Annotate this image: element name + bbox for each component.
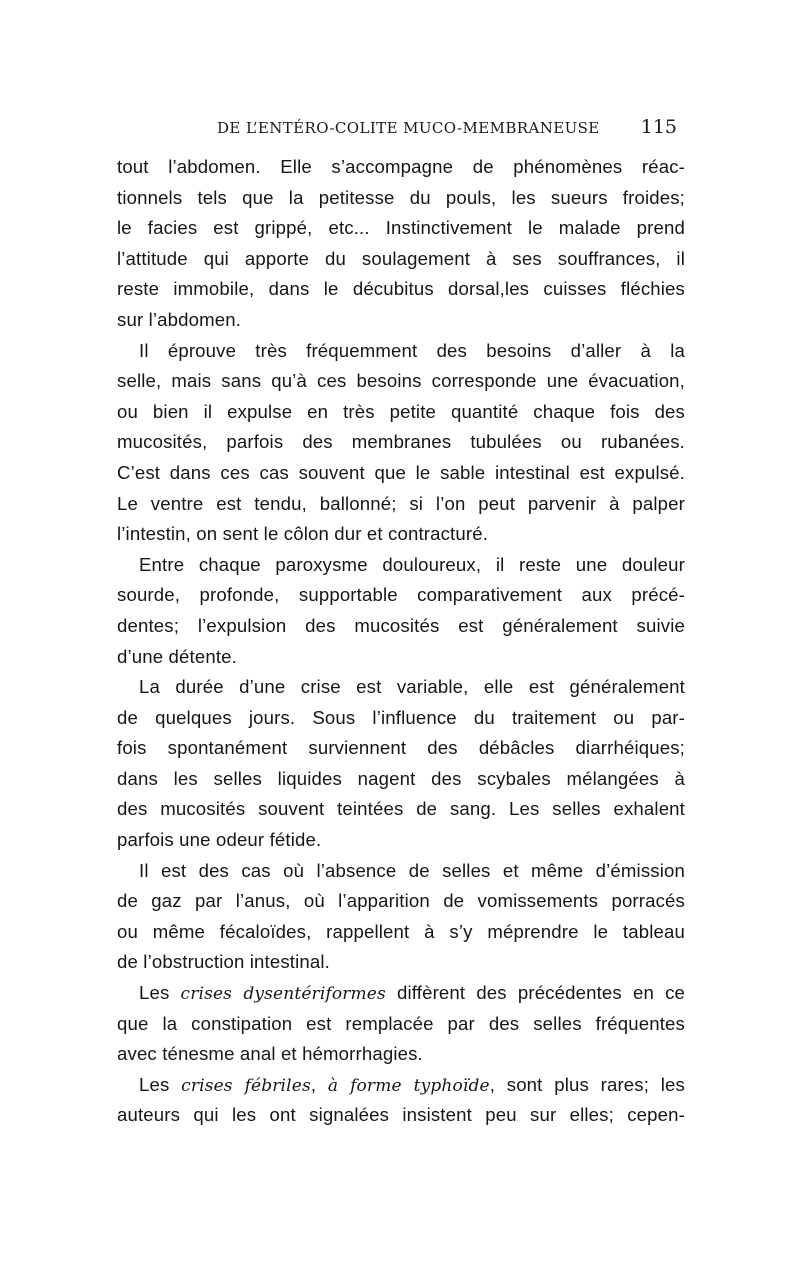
text-line: ou bien il expulse en très petite quantité chaque fois des	[117, 400, 685, 422]
text-line: l’attitude qui apporte du soulagement à ses souffrances, il	[117, 247, 685, 269]
text-line: Les crises fébriles, à forme typhoïde, sont plus rares; les	[139, 1073, 685, 1096]
text-line: sur l’abdomen.	[117, 308, 242, 330]
text-line: des mucosités souvent teintées de sang. Les selles exhalent	[117, 798, 685, 820]
text-line: parfois une odeur fétide.	[117, 829, 322, 851]
paragraph	[117, 550, 685, 672]
body-text	[117, 152, 685, 1131]
paragraph	[117, 978, 685, 1070]
text-line: dans les selles liquides nagent des scybales mélangées à	[117, 767, 685, 789]
paragraph	[117, 856, 685, 978]
text-line: fois spontanément surviennent des débâcles diarrhéiques;	[117, 737, 685, 759]
text-line: tout l’abdomen. Elle s’accompagne de phénomènes réac-	[117, 156, 685, 177]
page-header	[117, 114, 687, 144]
text-line: selle, mais sans qu’à ces besoins corresponde une évacuation,	[117, 370, 685, 392]
text-line: d’une détente.	[117, 645, 237, 667]
paragraph	[117, 152, 685, 336]
text-line: sourde, profonde, supportable comparativement aux précé-	[117, 584, 685, 606]
text-line: Il est des cas où l’absence de selles et même d’émission	[139, 859, 685, 881]
text-line: La durée d’une crise est variable, elle est généralement	[139, 676, 685, 698]
paragraph	[117, 336, 685, 550]
text-line: C’est dans ces cas souvent que le sable intestinal est expulsé.	[117, 461, 685, 483]
text-line: mucosités, parfois des membranes tubulées ou rubanées.	[117, 431, 685, 453]
text-line: que la constipation est remplacée par des selles fréquentes	[117, 1012, 685, 1034]
text-line: ou même fécaloïdes, rappellent à s’y méprendre le tableau	[117, 920, 685, 942]
running-title: DE L’ENTÉRO-COLITE MUCO-MEMBRANEUSE	[217, 119, 600, 137]
text-line: avec ténesme anal et hémorrhagies.	[117, 1043, 423, 1065]
text-line: de quelques jours. Sous l’influence du traitement ou par-	[117, 706, 685, 728]
text-line: dentes; l’expulsion des mucosités est généralement suivie	[117, 614, 685, 636]
text-line: Entre chaque paroxysme douloureux, il reste une douleur	[139, 553, 685, 575]
paragraph	[117, 1070, 685, 1131]
text-line: auteurs qui les ont signalées insistent peu sur elles; cepen-	[117, 1104, 685, 1126]
italic-phrase: à forme typhoïde	[327, 1075, 490, 1096]
text-line: Il éprouve très fréquemment des besoins d’aller à la	[139, 339, 685, 361]
italic-phrase: crises fébriles	[181, 1075, 311, 1096]
text-line: de l’obstruction intestinal.	[117, 951, 330, 973]
page-number: 115	[640, 116, 677, 138]
paragraph	[117, 672, 685, 856]
text-line: tionnels tels que la petitesse du pouls, les sueurs froides;	[117, 186, 685, 208]
text-line: le facies est grippé, etc... Instinctivement le malade prend	[117, 217, 685, 239]
text-line: de gaz par l’anus, où l’apparition de vomissements porracés	[117, 890, 685, 912]
italic-phrase: crises dysentériformes	[180, 984, 386, 1005]
text-line: l’intestin, on sent le côlon dur et contracturé.	[117, 523, 489, 545]
text-line: Le ventre est tendu, ballonné; si l’on peut parvenir à palper	[117, 492, 685, 514]
text-line: reste immobile, dans le décubitus dorsal,les cuisses fléchies	[117, 278, 685, 300]
text-line: Les crises dysentériformes diffèrent des précédentes en ce	[139, 982, 686, 1005]
